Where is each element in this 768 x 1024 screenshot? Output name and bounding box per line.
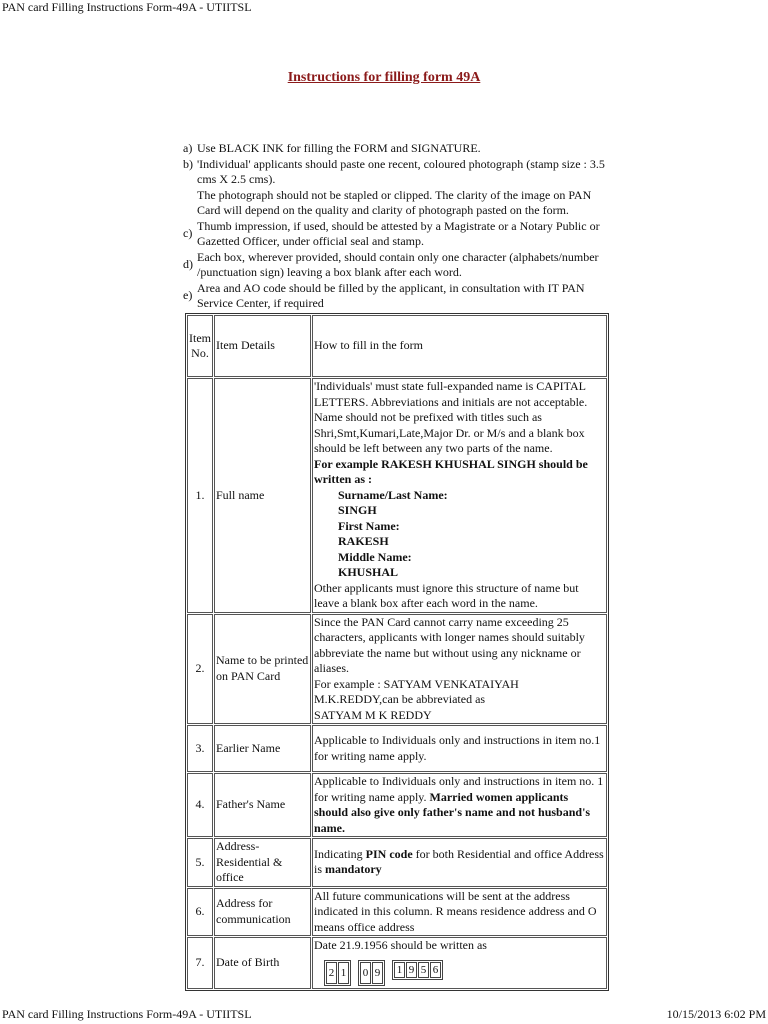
instruction-text: for both Residential and office Address is [314,846,604,877]
intro-item-a [183,141,613,157]
row-item: Name to be printed on PAN Card [214,614,311,725]
name-line: RAKESH [338,534,389,548]
row-number: 2. [187,614,213,725]
footer-timestamp: 10/15/2013 6:02 PM [666,1007,766,1021]
instruction-text: Indicating [314,846,366,861]
row-number: 7. [187,937,213,989]
row-item: Address-Residential & office [214,838,311,887]
instruction-bold: Married women applicants should also give only father's name and not husband's name. [314,789,591,835]
intro-text: Thumb impression, if used, should be attested by a Magistrate or a Notary Public or Gazetted Officer, under official seal and stamp. [197,218,600,248]
row-number: 1. [187,378,213,613]
instruction-example: For example RAKESH KHUSHAL SINGH should be written as : [314,456,588,486]
instruction-text: Applicable to Individuals only and instructions in item no. 1 for writing name apply. [314,774,604,804]
intro-item-d [183,250,613,281]
intro-label: e) [183,288,193,303]
intro-item-c [183,219,613,250]
header-item-no: Item No. [187,315,213,377]
row-instructions: All future communications will be sent at the address indicated in this column. R means residence address and O means office address [312,888,607,937]
row-number: 6. [187,888,213,937]
instruction-text: SATYAM M K REDDY [314,707,432,722]
intro-label: d) [183,257,193,272]
dob-digit: 9 [406,962,417,978]
row-item: Address for communication [214,888,311,937]
dob-digit: 1 [394,962,405,978]
intro-label: c) [183,226,193,241]
intro-item-e [183,281,613,312]
row-item: Father's Name [214,773,311,837]
intro-item-b [183,157,613,219]
instruction-text: For example : SATYAM VENKATAIYAH M.K.REDDY,can be abbreviated as [314,676,519,706]
instruction-bold: PIN code [365,846,413,861]
row-instructions [312,937,607,989]
instruction-text: 'Individuals' must state full-expanded name is CAPITAL LETTERS. Abbreviations and initials are not acceptable. Name should not be prefixed with titles such as Shri,Smt,Kumari,Late,Major Dr. or M/s and a blank box should be left between any two parts of the name. [314,379,588,455]
row-instructions [312,614,607,725]
name-line: Surname/Last Name: [338,487,448,502]
dob-digit: 9 [372,962,383,984]
intro-text: Area and AO code should be filled by the applicant, in consultation with IT PAN Service Center, if required [197,280,585,310]
row-instructions: Applicable to Individuals only and instructions in item no.1 for writing name apply. [312,725,607,772]
intro-label: a) [183,141,193,155]
header-how-to-fill: How to fill in the form [312,315,607,377]
intro-text [197,157,613,219]
table-row [187,937,607,989]
instruction-bold: mandatory [325,862,382,877]
dob-digit: 5 [418,962,429,978]
intro-list [183,141,613,312]
name-line: Middle Name: [338,549,412,564]
intro-text-extra: The photograph should not be stapled or clipped. The clarity of the image on PAN Card will depend on the quality and clarity of photograph pasted on the form. [197,187,592,217]
row-item: Full name [214,378,311,613]
row-number: 3. [187,725,213,772]
header-item-details: Item Details [214,315,311,377]
instructions-table [185,313,609,991]
table-row [187,888,607,937]
name-line: KHUSHAL [338,565,399,579]
table-header-row [187,315,607,377]
intro-text-main: 'Individual' applicants should paste one recent, coloured photograph (stamp size : 3.5 cms X 2.5 cms). [197,156,605,186]
row-instructions [312,378,607,613]
page-header: PAN card Filling Instructions Form-49A - UTIITSL [2,0,252,14]
footer-title: PAN card Filling Instructions Form-49A - UTIITSL [2,1007,252,1021]
intro-text: Each box, wherever provided, should contain only one character (alphabets/number /punctuation sign) leaving a box blank after each word. [197,249,599,279]
dob-day-boxes [324,960,351,986]
dob-digit: 2 [326,962,337,984]
dob-year-boxes [392,960,443,980]
row-item: Earlier Name [214,725,311,772]
table-row [187,725,607,772]
row-number: 5. [187,838,213,887]
row-instructions [312,773,607,837]
table-row [187,773,607,837]
page-title: Instructions for filling form 49A [287,70,481,85]
dob-digit: 6 [430,962,441,978]
row-number: 4. [187,773,213,837]
name-line: SINGH [338,503,377,517]
name-line: First Name: [338,518,400,533]
table-row [187,614,607,725]
table-row [187,838,607,887]
instruction-text: Since the PAN Card cannot carry name exceeding 25 characters, applicants with longer names should suitably abbreviate the name but without using any nickname or aliases. [314,614,585,675]
date-of-birth-boxes [324,960,605,986]
table-row [187,378,607,613]
dob-digit: 0 [360,962,371,984]
dob-month-boxes [358,960,385,986]
dob-digit: 1 [338,962,349,984]
row-item: Date of Birth [214,937,311,989]
row-instructions [312,838,607,887]
instruction-text: Other applicants must ignore this structure of name but leave a blank box after each word in the name. [314,580,579,610]
intro-label: b) [183,156,193,171]
intro-text: Use BLACK INK for filling the FORM and SIGNATURE. [197,141,481,155]
instruction-text: Date 21.9.1956 should be written as [314,938,487,952]
